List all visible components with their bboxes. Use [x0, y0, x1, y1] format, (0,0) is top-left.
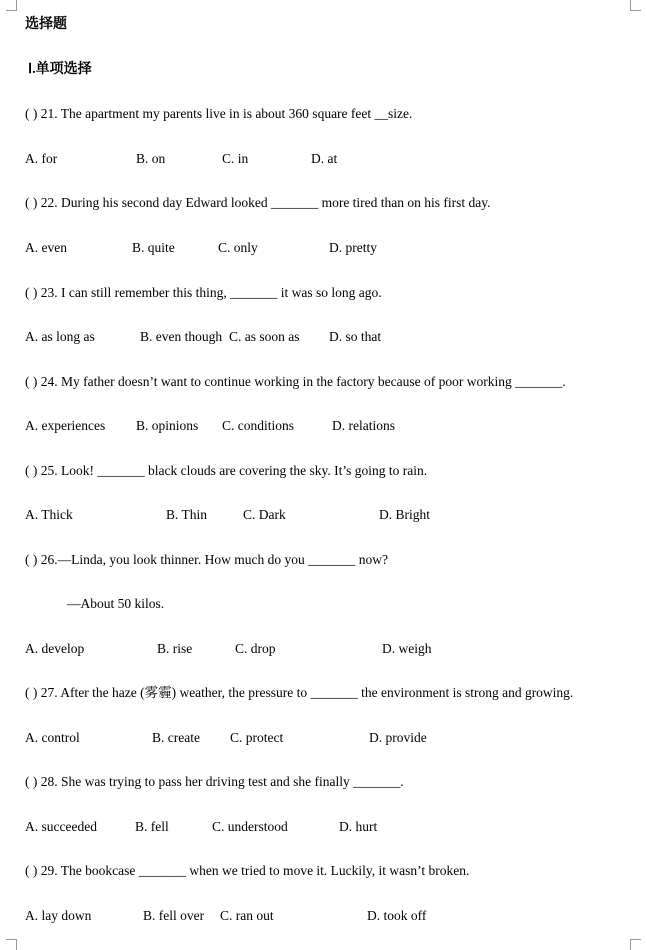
question-stem: ( ) 25. Look! _______ black clouds are covering the sky. It’s going to rain. — [25, 463, 428, 478]
option-d[interactable]: D. relations — [332, 418, 395, 433]
option-d[interactable]: D. so that — [329, 329, 382, 344]
option-b[interactable]: B. create — [152, 730, 200, 745]
question-stem: ( ) 22. During his second day Edward looked _______ more tired than on his first day. — [25, 195, 491, 210]
page-corner-mark — [630, 0, 641, 11]
option-a[interactable]: A. succeeded — [25, 819, 97, 834]
options-row — [25, 907, 625, 925]
option-c[interactable]: C. understood — [212, 819, 288, 834]
option-d[interactable]: D. hurt — [339, 819, 378, 834]
section-title: 选择题 — [25, 17, 67, 32]
question-stem: ( ) 29. The bookcase _______ when we tried to move it. Luckily, it wasn’t broken. — [25, 863, 470, 878]
options-row — [25, 818, 625, 836]
options-row — [25, 506, 625, 524]
page-corner-mark — [6, 0, 17, 11]
option-d[interactable]: D. took off — [367, 908, 427, 923]
options-row — [25, 150, 625, 168]
option-a[interactable]: A. lay down — [25, 908, 92, 923]
option-b[interactable]: B. quite — [132, 240, 175, 255]
option-b[interactable]: B. fell over — [143, 908, 205, 923]
option-d[interactable]: D. Bright — [379, 507, 431, 522]
option-b[interactable]: B. rise — [157, 641, 193, 656]
option-c[interactable]: C. ran out — [220, 908, 274, 923]
option-d[interactable]: D. at — [311, 151, 338, 166]
option-b[interactable]: B. on — [136, 151, 166, 166]
option-a[interactable]: A. even — [25, 240, 67, 255]
option-d[interactable]: D. provide — [369, 730, 427, 745]
page-corner-mark — [630, 939, 641, 950]
option-a[interactable]: A. control — [25, 730, 80, 745]
question-reply: —About 50 kilos. — [67, 596, 165, 611]
option-b[interactable]: B. even though — [140, 329, 223, 344]
option-c[interactable]: C. conditions — [222, 418, 295, 433]
option-b[interactable]: B. fell — [135, 819, 169, 834]
page-corner-mark — [6, 939, 17, 950]
options-row — [25, 239, 625, 257]
options-row — [25, 640, 625, 658]
options-row — [25, 729, 625, 747]
options-row — [25, 417, 625, 435]
option-a[interactable]: A. as long as — [25, 329, 95, 344]
option-a[interactable]: A. develop — [25, 641, 85, 656]
option-c[interactable]: C. Dark — [243, 507, 286, 522]
option-c[interactable]: C. drop — [235, 641, 276, 656]
option-d[interactable]: D. weigh — [382, 641, 432, 656]
question-stem: ( ) 28. She was trying to pass her driving test and she finally _______. — [25, 774, 404, 789]
question-stem: ( ) 23. I can still remember this thing, _______ it was so long ago. — [25, 285, 382, 300]
option-b[interactable]: B. opinions — [136, 418, 199, 433]
option-c[interactable]: C. in — [222, 151, 249, 166]
question-stem: ( ) 24. My father doesn’t want to continue working in the factory because of poor working _______. — [25, 374, 566, 389]
option-c[interactable]: C. only — [218, 240, 258, 255]
question-stem: ( ) 21. The apartment my parents live in is about 360 square feet __size. — [25, 106, 413, 121]
option-d[interactable]: D. pretty — [329, 240, 377, 255]
option-a[interactable]: A. experiences — [25, 418, 106, 433]
options-row — [25, 328, 625, 346]
option-c[interactable]: C. as soon as — [229, 329, 300, 344]
question-stem: ( ) 26.—Linda, you look thinner. How much do you _______ now? — [25, 552, 388, 567]
part-title: Ⅰ.单项选择 — [28, 62, 92, 77]
question-stem: ( ) 27. After the haze (雾霾) weather, the pressure to _______ the environment is strong and growing. — [25, 685, 574, 700]
option-c[interactable]: C. protect — [230, 730, 284, 745]
option-b[interactable]: B. Thin — [166, 507, 208, 522]
option-a[interactable]: A. for — [25, 151, 58, 166]
option-a[interactable]: A. Thick — [25, 507, 73, 522]
